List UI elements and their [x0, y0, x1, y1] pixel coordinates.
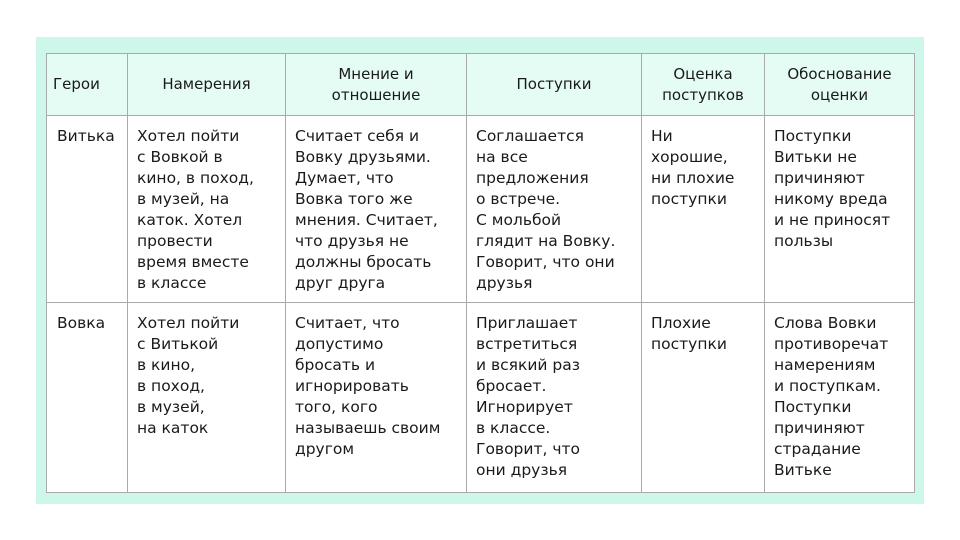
header-intentions: Намерения	[128, 54, 286, 116]
cell-opinion: Считает себя и Вовку друзьями. Думает, что Вовка того же мнения. Считает, что друзья не должны бросать друг друга	[286, 116, 467, 303]
cell-intentions: Хотел пойти с Вовкой в кино, в поход, в музей, на каток. Хотел провести время вместе в классе	[128, 116, 286, 303]
table-row	[47, 303, 915, 493]
cell-actions: Приглашает встретиться и всякий раз бросает. Игнорирует в классе. Говорит, что они друзья	[467, 303, 642, 493]
cell-justification: Поступки Витьки не причиняют никому вреда и не приносят пользы	[765, 116, 915, 303]
header-actions: Поступки	[467, 54, 642, 116]
table-row	[47, 116, 915, 303]
header-row	[47, 54, 915, 116]
cell-assessment: Ни хорошие, ни плохие поступки	[642, 116, 765, 303]
header-opinion: Мнение и отношение	[286, 54, 467, 116]
cell-opinion: Считает, что допустимо бросать и игнорировать того, кого называешь своим другом	[286, 303, 467, 493]
header-assessment: Оценка поступков	[642, 54, 765, 116]
cell-hero: Вовка	[47, 303, 128, 493]
cell-intentions: Хотел пойти с Витькой в кино, в поход, в музей, на каток	[128, 303, 286, 493]
cell-hero: Витька	[47, 116, 128, 303]
character-analysis-table	[46, 53, 915, 493]
header-heroes: Герои	[47, 54, 128, 116]
cell-justification: Слова Вовки противоречат намерениям и поступкам. Поступки причиняют страдание Витьке	[765, 303, 915, 493]
cell-actions: Соглашается на все предложения о встрече. С мольбой глядит на Вовку. Говорит, что они друзья	[467, 116, 642, 303]
cell-assessment: Плохие поступки	[642, 303, 765, 493]
header-justification: Обоснование оценки	[765, 54, 915, 116]
